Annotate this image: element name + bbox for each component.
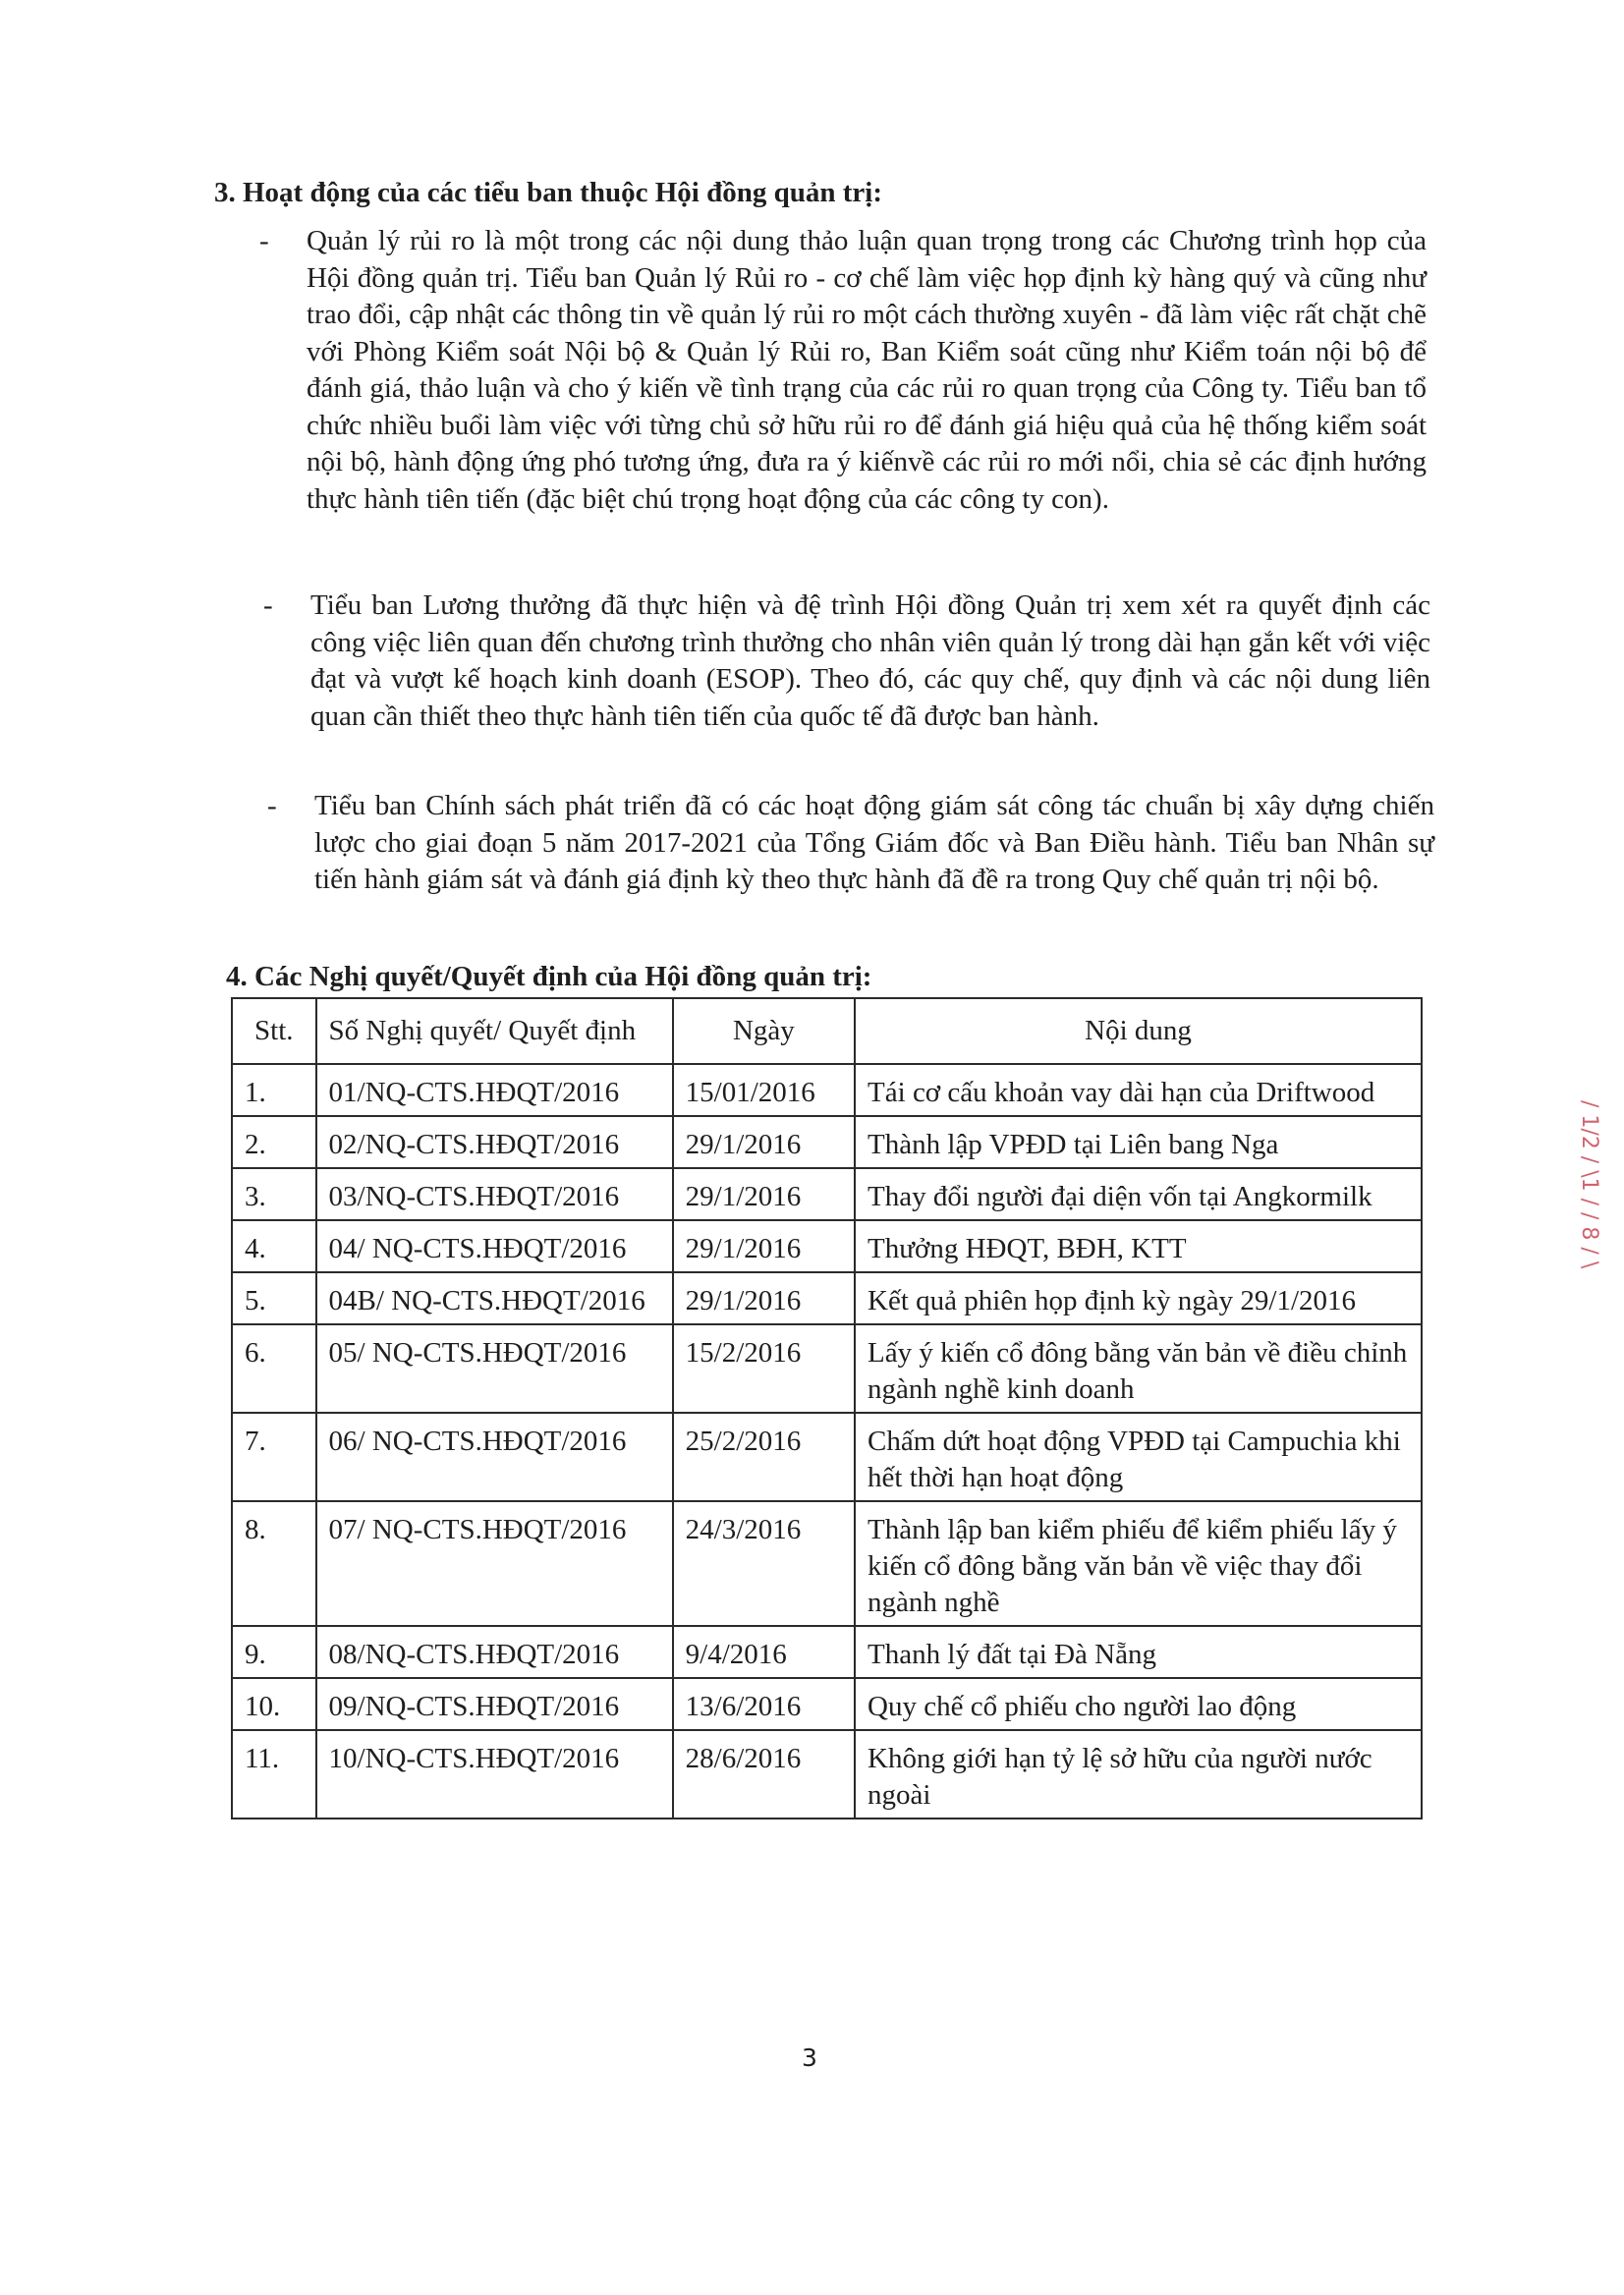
row-stt: 10. — [232, 1678, 316, 1730]
row-content: Tái cơ cấu khoản vay dài hạn của Driftwood — [855, 1064, 1422, 1116]
table-row — [232, 1272, 1422, 1324]
bullet-compensation — [263, 588, 1430, 735]
row-stt: 5. — [232, 1272, 316, 1324]
section-4-title: 4. Các Nghị quyết/Quyết định của Hội đồng quản trị: — [226, 961, 872, 992]
row-date: 29/1/2016 — [673, 1272, 855, 1324]
row-content: Kết quả phiên họp định kỳ ngày 29/1/2016 — [855, 1272, 1422, 1324]
row-content: Thành lập ban kiểm phiếu để kiểm phiếu lấy ý kiến cổ đông bằng văn bản về việc thay đổi ngành nghề — [855, 1501, 1422, 1626]
row-date: 29/1/2016 — [673, 1116, 855, 1168]
row-stt: 3. — [232, 1168, 316, 1220]
bullet-risk-management — [259, 223, 1427, 518]
row-number: 08/NQ-CTS.HĐQT/2016 — [316, 1626, 673, 1678]
bullet-dash: - — [267, 790, 277, 821]
row-number: 05/ NQ-CTS.HĐQT/2016 — [316, 1324, 673, 1413]
header-content: Nội dung — [855, 998, 1422, 1064]
row-stt: 1. — [232, 1064, 316, 1116]
row-number: 02/NQ-CTS.HĐQT/2016 — [316, 1116, 673, 1168]
resolutions-table — [231, 997, 1423, 1819]
table-header-row — [232, 998, 1422, 1064]
row-number: 04B/ NQ-CTS.HĐQT/2016 — [316, 1272, 673, 1324]
row-content: Thành lập VPĐD tại Liên bang Nga — [855, 1116, 1422, 1168]
row-content: Chấm dứt hoạt động VPĐD tại Campuchia khi hết thời hạn hoạt động — [855, 1413, 1422, 1501]
row-date: 29/1/2016 — [673, 1220, 855, 1272]
row-stt: 6. — [232, 1324, 316, 1413]
row-content: Thay đổi người đại diện vốn tại Angkormilk — [855, 1168, 1422, 1220]
bullet-dash: - — [259, 225, 269, 256]
row-date: 9/4/2016 — [673, 1626, 855, 1678]
table-row — [232, 1730, 1422, 1819]
row-content: Không giới hạn tỷ lệ sở hữu của người nước ngoài — [855, 1730, 1422, 1819]
table-row — [232, 1501, 1422, 1626]
row-date: 15/2/2016 — [673, 1324, 855, 1413]
row-number: 06/ NQ-CTS.HĐQT/2016 — [316, 1413, 673, 1501]
row-number: 09/NQ-CTS.HĐQT/2016 — [316, 1678, 673, 1730]
table-row — [232, 1324, 1422, 1413]
page-number: 3 — [802, 2043, 817, 2072]
row-content: Thưởng HĐQT, BĐH, KTT — [855, 1220, 1422, 1272]
row-content: Lấy ý kiến cổ đông bằng văn bản về điều chỉnh ngành nghề kinh doanh — [855, 1324, 1422, 1413]
row-stt: 4. — [232, 1220, 316, 1272]
header-stt: Stt. — [232, 998, 316, 1064]
row-stt: 9. — [232, 1626, 316, 1678]
row-number: 04/ NQ-CTS.HĐQT/2016 — [316, 1220, 673, 1272]
row-date: 25/2/2016 — [673, 1413, 855, 1501]
table-row — [232, 1064, 1422, 1116]
row-number: 10/NQ-CTS.HĐQT/2016 — [316, 1730, 673, 1819]
section-3-title: 3. Hoạt động của các tiểu ban thuộc Hội đồng quản trị: — [214, 177, 882, 208]
table-row — [232, 1220, 1422, 1272]
bullet-text: Tiểu ban Chính sách phát triển đã có các hoạt động giám sát công tác chuẩn bị xây dựng chiến lược cho giai đoạn 5 năm 2017-2021 của Tổng Giám đốc và Ban Điều hành. Tiểu ban Nhân sự tiến hành giám sát và đánh giá định kỳ theo thực hành đã đề ra trong Quy chế quản trị nội bộ. — [314, 790, 1434, 895]
table-row — [232, 1413, 1422, 1501]
table-row — [232, 1168, 1422, 1220]
bullet-dash: - — [263, 589, 273, 621]
bullet-text: Tiểu ban Lương thưởng đã thực hiện và đệ trình Hội đồng Quản trị xem xét ra quyết định các công việc liên quan đến chương trình thưởng cho nhân viên quản lý trong dài hạn gắn kết với việc đạt và vượt kế hoạch kinh doanh (ESOP). Theo đó, các quy chế, quy định và các nội dung liên quan cần thiết theo thực hành tiên tiến của quốc tế đã được ban hành. — [310, 589, 1430, 732]
row-stt: 8. — [232, 1501, 316, 1626]
table-row — [232, 1116, 1422, 1168]
bullet-development-policy — [267, 788, 1434, 899]
handwritten-margin-note: / 1/2 / \1 / / 8 / \ — [1577, 1100, 1601, 1269]
row-date: 29/1/2016 — [673, 1168, 855, 1220]
row-stt: 11. — [232, 1730, 316, 1819]
row-date: 28/6/2016 — [673, 1730, 855, 1819]
row-content: Quy chế cổ phiếu cho người lao động — [855, 1678, 1422, 1730]
table-row — [232, 1678, 1422, 1730]
row-stt: 2. — [232, 1116, 316, 1168]
row-stt: 7. — [232, 1413, 316, 1501]
row-number: 07/ NQ-CTS.HĐQT/2016 — [316, 1501, 673, 1626]
header-number: Số Nghị quyết/ Quyết định — [316, 998, 673, 1064]
row-content: Thanh lý đất tại Đà Nẵng — [855, 1626, 1422, 1678]
row-date: 15/01/2016 — [673, 1064, 855, 1116]
row-date: 13/6/2016 — [673, 1678, 855, 1730]
row-number: 01/NQ-CTS.HĐQT/2016 — [316, 1064, 673, 1116]
header-date: Ngày — [673, 998, 855, 1064]
row-date: 24/3/2016 — [673, 1501, 855, 1626]
bullet-text: Quản lý rủi ro là một trong các nội dung thảo luận quan trọng trong các Chương trình họp của Hội đồng quản trị. Tiểu ban Quản lý Rủi ro - cơ chế làm việc họp định kỳ hàng quý và cũng như trao đổi, cập nhật các thông tin về quản lý rủi ro một cách thường xuyên - đã làm việc rất chặt chẽ với Phòng Kiểm soát Nội bộ & Quản lý Rủi ro, Ban Kiểm soát cũng như Kiểm toán nội bộ để đánh giá, thảo luận và cho ý kiến về tình trạng của các rủi ro quan trọng của Công ty. Tiểu ban tổ chức nhiều buổi làm việc với từng chủ sở hữu rủi ro để đánh giá hiệu quả của hệ thống kiểm soát nội bộ, hành động ứng phó tương ứng, đưa ra ý kiếnvề các rủi ro mới nổi, chia sẻ các định hướng thực hành tiên tiến (đặc biệt chú trọng hoạt động của các công ty con). — [307, 225, 1427, 515]
row-number: 03/NQ-CTS.HĐQT/2016 — [316, 1168, 673, 1220]
table-row — [232, 1626, 1422, 1678]
